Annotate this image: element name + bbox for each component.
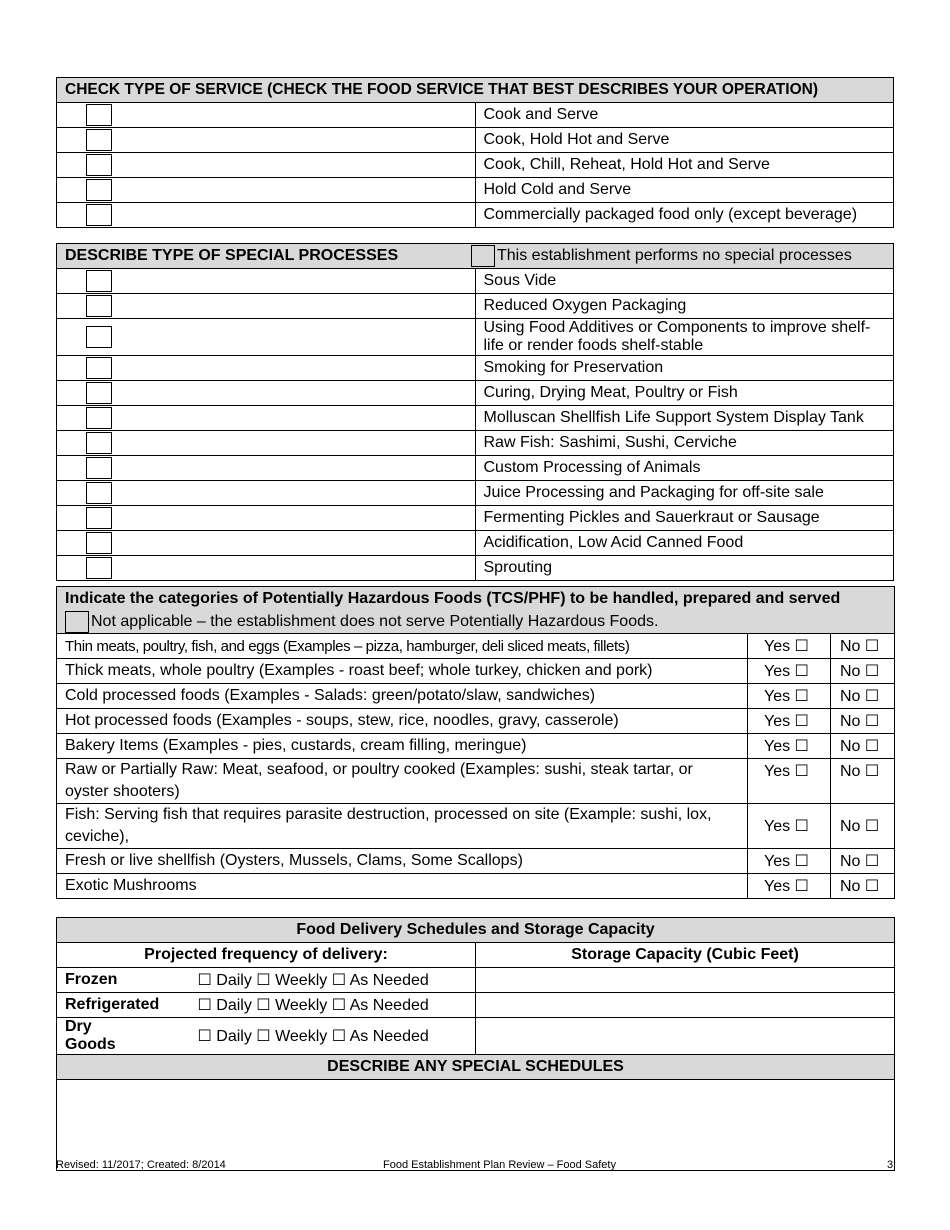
process-row	[57, 481, 894, 506]
storage-capacity-field[interactable]	[476, 993, 895, 1018]
service-row	[57, 203, 894, 228]
service-label: Cook, Hold Hot and Serve	[475, 128, 894, 153]
delivery-row	[57, 993, 895, 1018]
delivery-title: Food Delivery Schedules and Storage Capacity	[57, 918, 895, 943]
process-row	[57, 431, 894, 456]
storage-capacity-header: Storage Capacity (Cubic Feet)	[476, 943, 895, 968]
service-row	[57, 128, 894, 153]
phf-no[interactable]: No ☐	[831, 804, 895, 849]
phf-yes[interactable]: Yes ☐	[748, 759, 831, 804]
phf-row	[57, 634, 895, 659]
service-label: Cook, Chill, Reheat, Hold Hot and Serve	[475, 153, 894, 178]
delivery-frequency-options[interactable]: ☐ Daily ☐ Weekly ☐ As Needed	[142, 993, 476, 1018]
process-row	[57, 556, 894, 581]
process-label: Juice Processing and Packaging for off-site sale	[475, 481, 894, 506]
process-row	[57, 319, 894, 356]
phf-label: Cold processed foods (Examples - Salads: green/potato/slaw, sandwiches)	[57, 684, 748, 709]
process-checkbox[interactable]	[86, 557, 112, 579]
phf-row	[57, 804, 895, 849]
phf-table	[56, 586, 895, 899]
process-label: Custom Processing of Animals	[475, 456, 894, 481]
service-checkbox[interactable]	[86, 129, 112, 151]
process-label: Reduced Oxygen Packaging	[475, 294, 894, 319]
process-row	[57, 294, 894, 319]
process-checkbox[interactable]	[86, 382, 112, 404]
process-checkbox[interactable]	[86, 270, 112, 292]
no-special-processes-label: This establishment performs no special processes	[497, 247, 852, 265]
phf-label: Thin meats, poultry, fish, and eggs (Examples – pizza, hamburger, deli sliced meats, fillets)	[57, 634, 748, 659]
delivery-category: Frozen	[57, 968, 142, 993]
process-row	[57, 269, 894, 294]
process-label: Curing, Drying Meat, Poultry or Fish	[475, 381, 894, 406]
phf-row	[57, 659, 895, 684]
delivery-row	[57, 968, 895, 993]
phf-row	[57, 709, 895, 734]
phf-no[interactable]: No ☐	[831, 734, 895, 759]
process-label: Using Food Additives or Components to improve shelf-life or render foods shelf-stable	[475, 319, 894, 356]
phf-row	[57, 759, 895, 804]
phf-label: Fresh or live shellfish (Oysters, Mussels, Clams, Some Scallops)	[57, 849, 748, 874]
process-checkbox[interactable]	[86, 295, 112, 317]
service-row	[57, 103, 894, 128]
delivery-frequency-options[interactable]: ☐ Daily ☐ Weekly ☐ As Needed	[142, 1018, 476, 1055]
process-label: Sous Vide	[475, 269, 894, 294]
phf-yes[interactable]: Yes ☐	[748, 634, 831, 659]
process-label: Sprouting	[475, 556, 894, 581]
storage-capacity-field[interactable]	[476, 1018, 895, 1055]
service-label: Cook and Serve	[475, 103, 894, 128]
phf-no[interactable]: No ☐	[831, 874, 895, 899]
process-label: Raw Fish: Sashimi, Sushi, Cerviche	[475, 431, 894, 456]
phf-not-applicable-checkbox[interactable]	[65, 611, 89, 633]
service-checkbox[interactable]	[86, 104, 112, 126]
special-schedules-header: DESCRIBE ANY SPECIAL SCHEDULES	[57, 1055, 895, 1080]
phf-row	[57, 684, 895, 709]
phf-row	[57, 849, 895, 874]
phf-yes[interactable]: Yes ☐	[748, 684, 831, 709]
phf-yes[interactable]: Yes ☐	[748, 849, 831, 874]
process-checkbox[interactable]	[86, 457, 112, 479]
delivery-category: Dry Goods	[57, 1018, 142, 1055]
phf-row	[57, 734, 895, 759]
service-type-header: CHECK TYPE OF SERVICE (CHECK THE FOOD SERVICE THAT BEST DESCRIBES YOUR OPERATION)	[57, 78, 894, 103]
process-checkbox[interactable]	[86, 507, 112, 529]
phf-label: Thick meats, whole poultry (Examples - roast beef; whole turkey, chicken and pork)	[57, 659, 748, 684]
phf-row	[57, 874, 895, 899]
delivery-row	[57, 1018, 895, 1055]
service-row	[57, 178, 894, 203]
process-checkbox[interactable]	[86, 532, 112, 554]
phf-yes[interactable]: Yes ☐	[748, 709, 831, 734]
process-row	[57, 406, 894, 431]
process-row	[57, 506, 894, 531]
footer-page-number: 3	[887, 1159, 894, 1171]
delivery-table	[56, 917, 895, 1171]
phf-yes[interactable]: Yes ☐	[748, 874, 831, 899]
storage-capacity-field[interactable]	[476, 968, 895, 993]
process-row	[57, 381, 894, 406]
phf-no[interactable]: No ☐	[831, 684, 895, 709]
service-checkbox[interactable]	[86, 154, 112, 176]
process-row	[57, 531, 894, 556]
process-row	[57, 456, 894, 481]
process-label: Fermenting Pickles and Sauerkraut or Sausage	[475, 506, 894, 531]
phf-header: Indicate the categories of Potentially Hazardous Foods (TCS/PHF) to be handled, prepared and served	[65, 590, 841, 607]
phf-yes[interactable]: Yes ☐	[748, 804, 831, 849]
special-schedules-field[interactable]	[57, 1080, 895, 1171]
process-checkbox[interactable]	[86, 482, 112, 504]
delivery-frequency-options[interactable]: ☐ Daily ☐ Weekly ☐ As Needed	[142, 968, 476, 993]
service-label: Hold Cold and Serve	[475, 178, 894, 203]
special-processes-header: DESCRIBE TYPE OF SPECIAL PROCESSES	[65, 247, 399, 264]
service-checkbox[interactable]	[86, 179, 112, 201]
phf-label: Exotic Mushrooms	[57, 874, 748, 899]
process-label: Molluscan Shellfish Life Support System Display Tank	[475, 406, 894, 431]
phf-yes[interactable]: Yes ☐	[748, 734, 831, 759]
phf-no[interactable]: No ☐	[831, 849, 895, 874]
phf-no[interactable]: No ☐	[831, 634, 895, 659]
service-label: Commercially packaged food only (except beverage)	[475, 203, 894, 228]
process-checkbox[interactable]	[86, 407, 112, 429]
special-processes-table	[56, 243, 894, 581]
phf-no[interactable]: No ☐	[831, 759, 895, 804]
process-label: Smoking for Preservation	[475, 356, 894, 381]
process-label: Acidification, Low Acid Canned Food	[475, 531, 894, 556]
phf-label: Fish: Serving fish that requires parasite destruction, processed on site (Example: sushi, lox, ceviche),	[57, 804, 748, 849]
delivery-category: Refrigerated	[57, 993, 142, 1018]
footer-revised: Revised: 11/2017; Created: 8/2014	[56, 1159, 226, 1171]
service-checkbox[interactable]	[86, 204, 112, 226]
frequency-header: Projected frequency of delivery:	[57, 943, 476, 968]
phf-label: Bakery Items (Examples - pies, custards, cream filling, meringue)	[57, 734, 748, 759]
process-checkbox[interactable]	[86, 357, 112, 379]
service-row	[57, 153, 894, 178]
no-special-processes-checkbox[interactable]	[471, 245, 495, 267]
service-type-table	[56, 77, 894, 228]
process-checkbox[interactable]	[86, 432, 112, 454]
phf-label: Hot processed foods (Examples - soups, stew, rice, noodles, gravy, casserole)	[57, 709, 748, 734]
phf-no[interactable]: No ☐	[831, 709, 895, 734]
phf-no[interactable]: No ☐	[831, 659, 895, 684]
phf-yes[interactable]: Yes ☐	[748, 659, 831, 684]
process-checkbox[interactable]	[86, 326, 112, 348]
footer-title: Food Establishment Plan Review – Food Safety	[383, 1159, 616, 1171]
phf-label: Raw or Partially Raw: Meat, seafood, or poultry cooked (Examples: sushi, steak tartar, or oyster shooters)	[57, 759, 748, 804]
process-row	[57, 356, 894, 381]
phf-not-applicable-label: Not applicable – the establishment does not serve Potentially Hazardous Foods.	[91, 613, 659, 630]
